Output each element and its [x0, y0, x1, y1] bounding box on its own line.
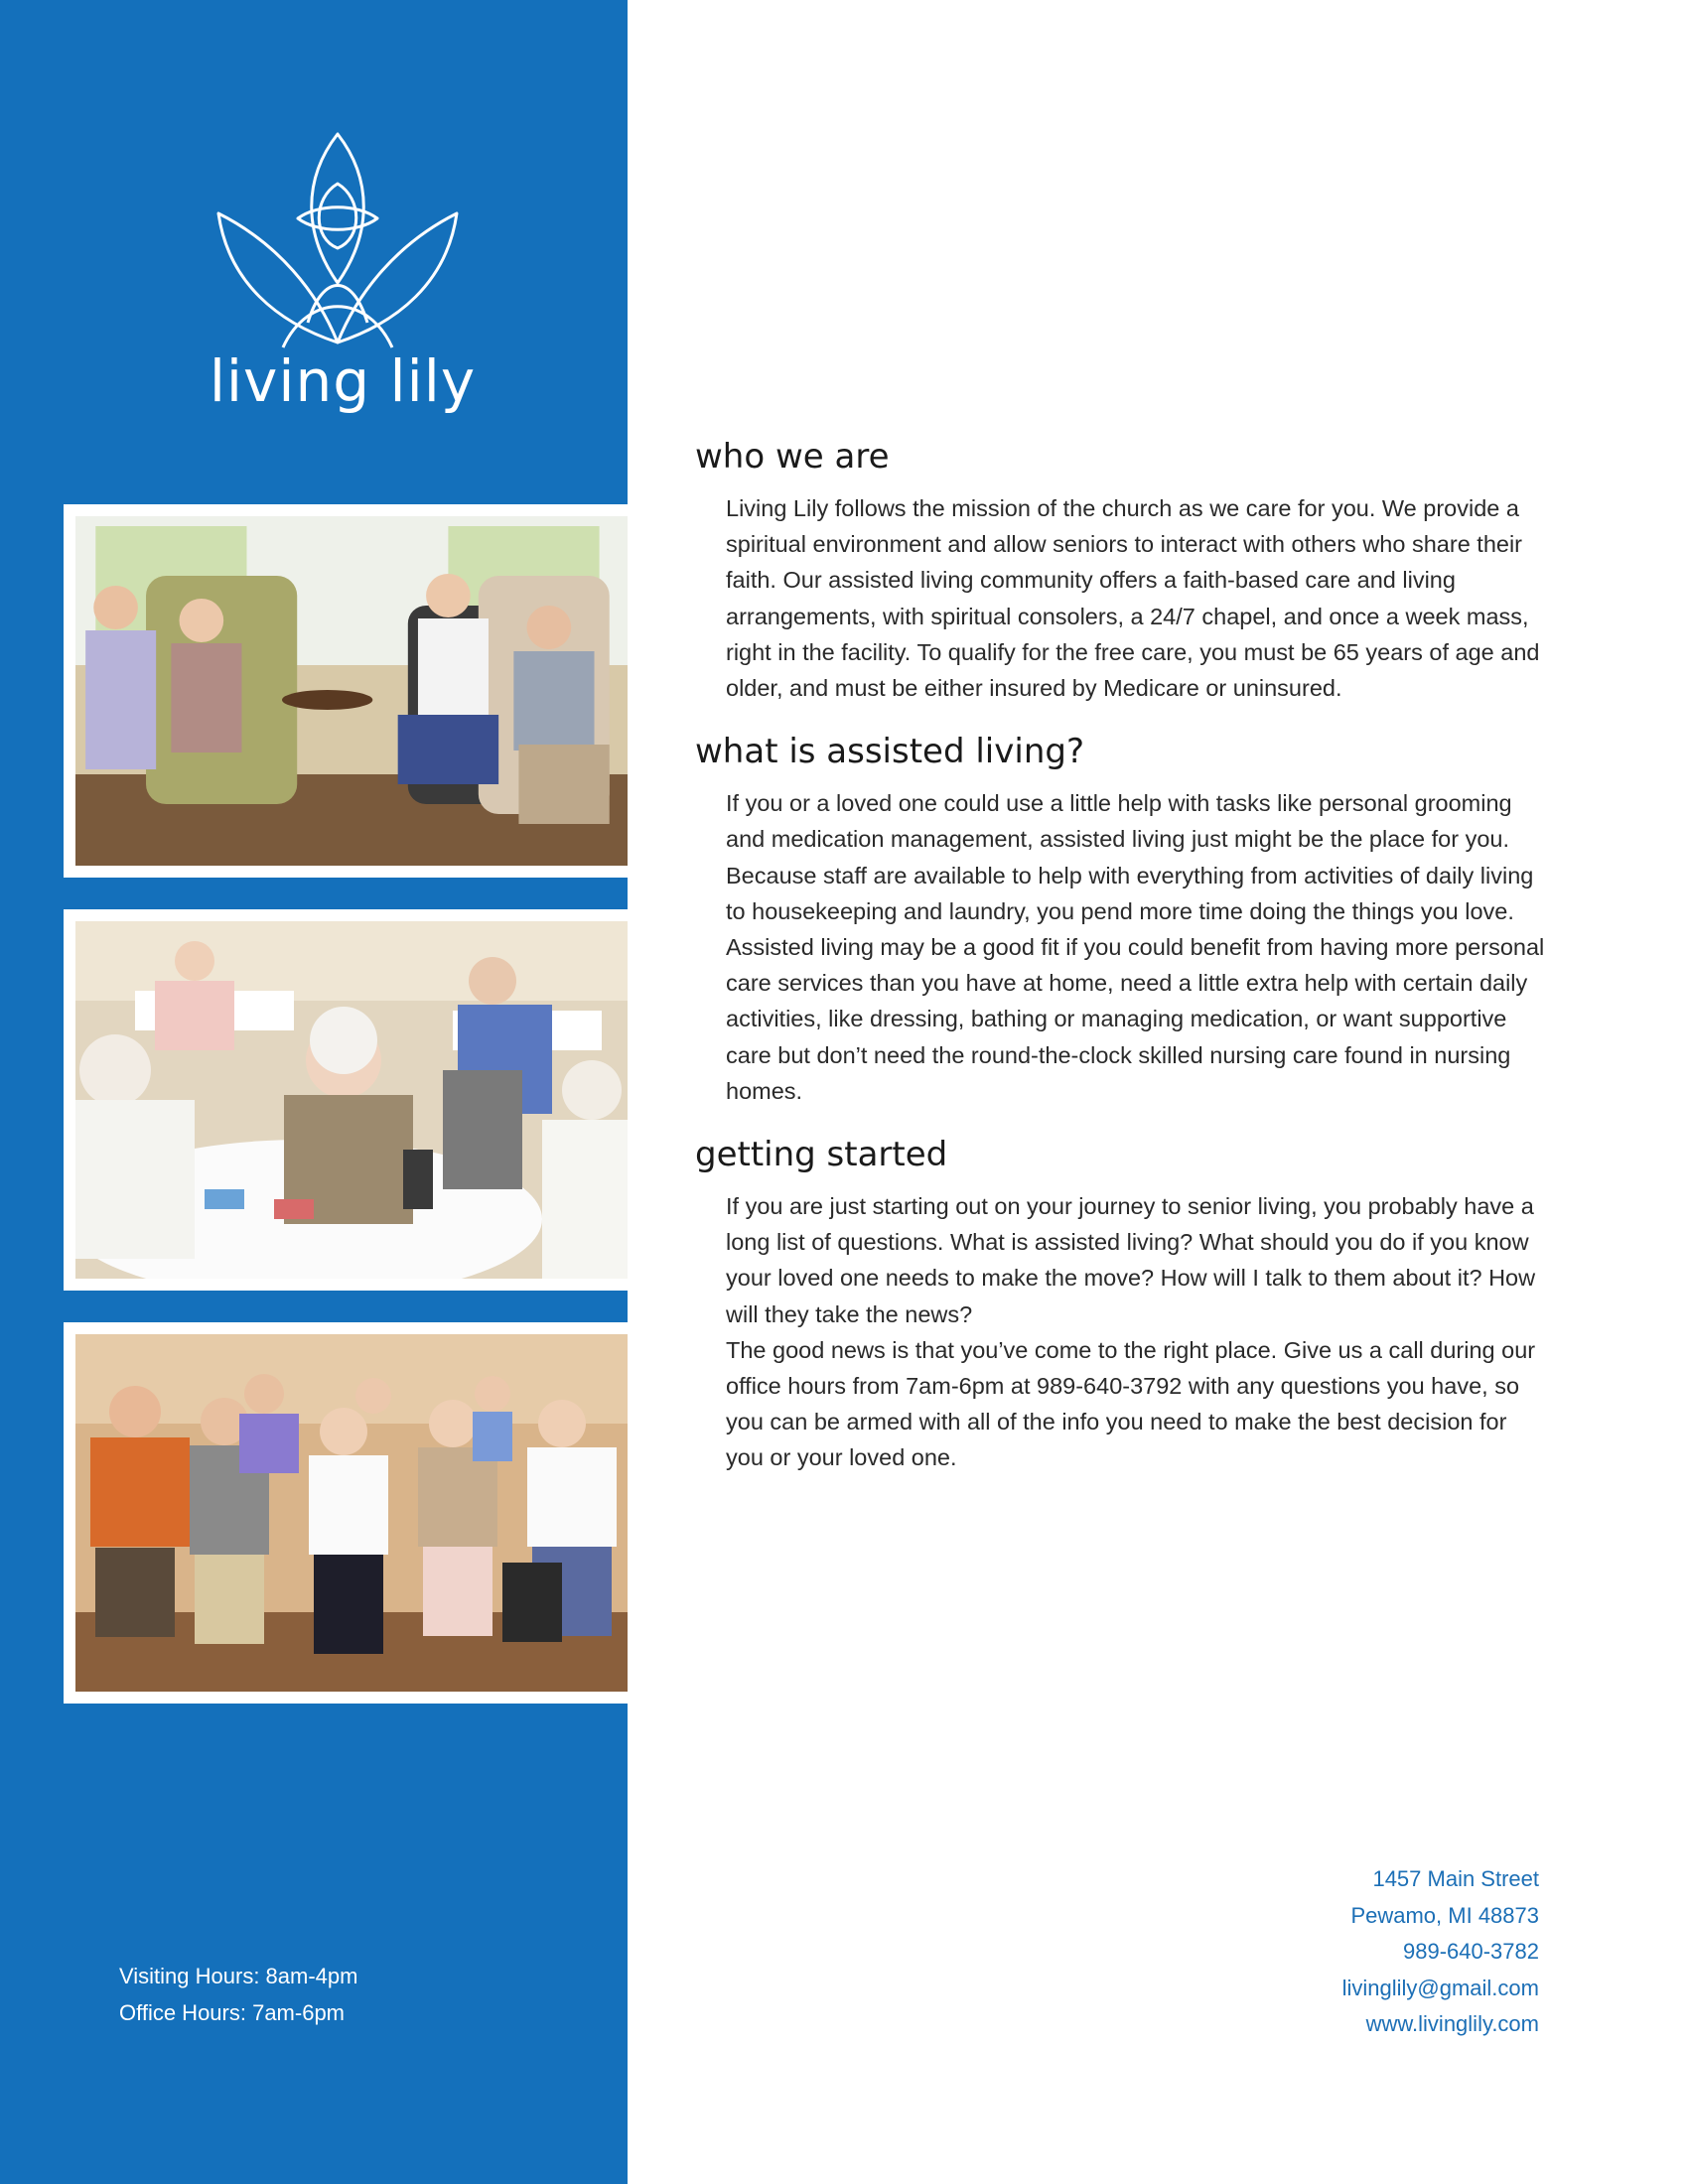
contact-website-link[interactable]: www.livinglily.com — [1365, 2011, 1539, 2036]
section-paragraph: If you are just starting out on your journey to senior living, you probably have a long list of questions. What is assisted living? What should you do if you know your loved one needs to make the move? How will I talk to them about it? How will they take the news? — [726, 1193, 1536, 1327]
seniors-bingo-photo — [75, 921, 628, 1279]
contact-street: 1457 Main Street — [1372, 1866, 1539, 1891]
section-paragraph: The good news is that you’ve come to the right place. Give us a call during our office hours from 7am-6pm at 989-640-3792 with any questions you have, so you can be armed with all of the info you need to make the best decision for you or your loved one. — [726, 1336, 1536, 1471]
contact-block — [1342, 1861, 1539, 2043]
section-heading: getting started — [695, 1135, 948, 1175]
contact-phone[interactable]: 989-640-3782 — [1402, 1939, 1539, 1964]
photo-frame-2 — [64, 909, 628, 1291]
section-heading: what is assisted living? — [695, 732, 1084, 772]
photo-frame-3 — [64, 1322, 628, 1704]
office-hours: Office Hours: 7am-6pm — [119, 2000, 346, 2025]
contact-city: Pewamo, MI 48873 — [1350, 1902, 1539, 1928]
contact-email-link[interactable]: livinglily@gmail.com — [1341, 1975, 1539, 2000]
section-paragraph: Assisted living may be a good fit if you could benefit from having more personal care services than you have at home, need a little extra help with certain daily activities, like dressing, bathing or managing medication, or want supportive care but don’t need the round-the-clock skilled nursing care found in nursing homes. — [726, 934, 1545, 1104]
section-paragraph: If you or a loved one could use a little help with tasks like personal grooming and medication management, assisted living just might be the place for you. Because staff are available to help with everything from activities of daily living to housekeeping and laundry, you pend more time doing the things you love. — [726, 790, 1534, 924]
sidebar — [0, 0, 628, 2184]
brand-name: living lily — [209, 347, 477, 415]
section-who-we-are — [695, 437, 1549, 706]
hours-block — [119, 1958, 357, 2031]
photo-frame-1 — [64, 504, 628, 878]
main-content — [695, 437, 1549, 1502]
section-paragraph: Living Lily follows the mission of the church as we care for you. We provide a spiritual environment and allow seniors to interact with others who share their faith. Our assisted living community offers a faith-based care and living arrangements, with spiritual consolers, a 24/7 chapel, and once a week mass, right in the facility. To qualify for the free care, you must be 65 years of age and older, and must be either insured by Medicare or uninsured. — [726, 495, 1540, 702]
visiting-hours: Visiting Hours: 8am-4pm — [119, 1964, 358, 1988]
seniors-group-photo — [75, 1334, 628, 1692]
section-heading: who we are — [695, 437, 890, 477]
lotus-logo-icon — [209, 124, 467, 362]
section-what-is-assisted-living — [695, 732, 1549, 1109]
seniors-lounge-photo — [75, 516, 628, 866]
section-getting-started — [695, 1135, 1549, 1476]
